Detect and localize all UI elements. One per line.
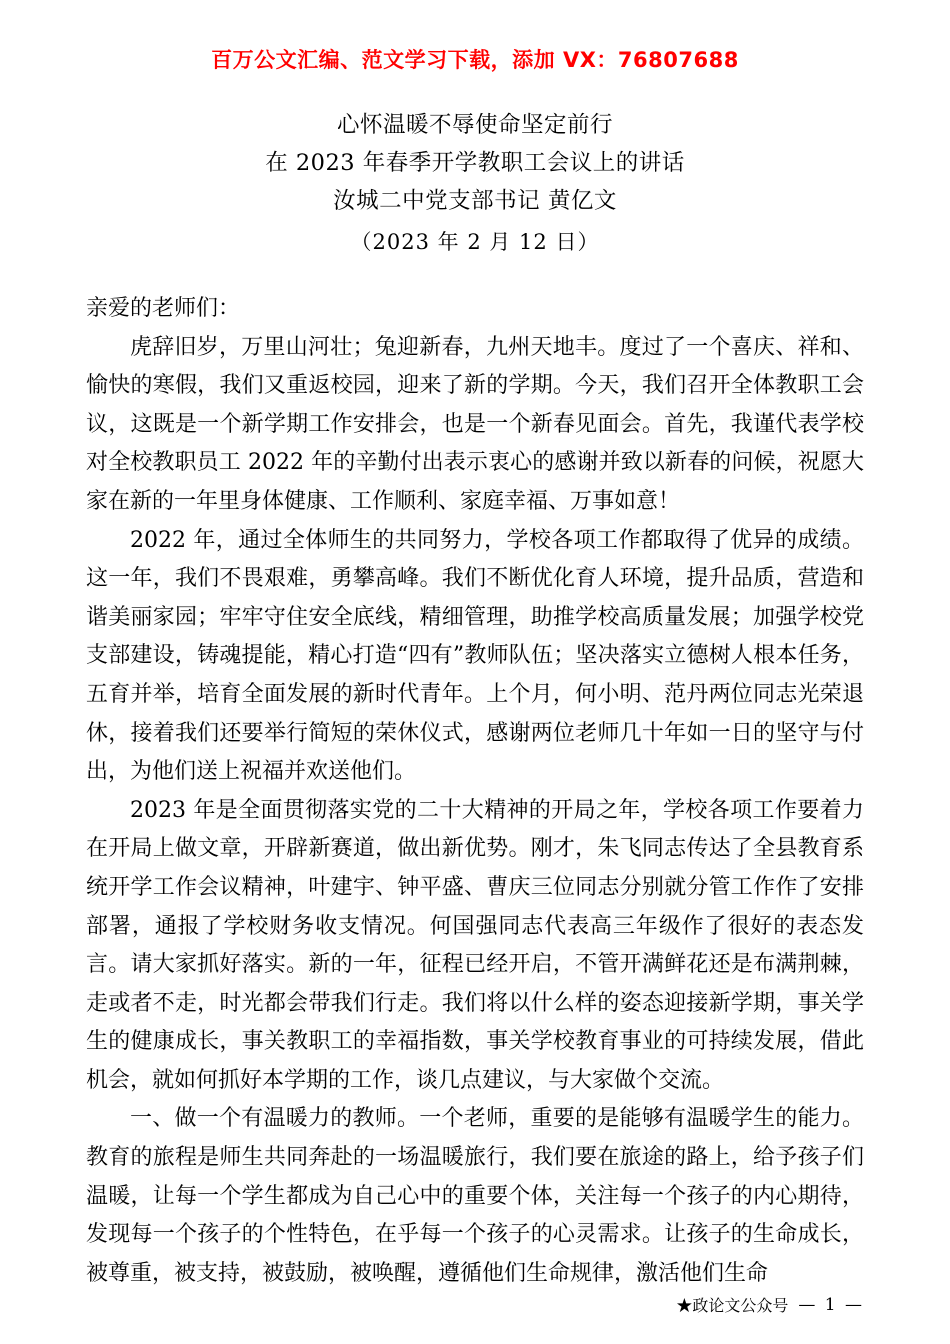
paragraph: 2023 年是全面贯彻落实党的二十大精神的开局之年，学校各项工作要着力在开局上做文章，开辟新赛道，做出新优势。刚才，朱飞同志传达了全县教育系统开学工作会议精神，叶建宇、钟平盛、曹庆三位同志分别就分管工作作了安排部署，通报了学校财务收支情况。何国强同志代表高三年级作了很好的表态发言。请大家抓好落实。新的一年，征程已经开启，不管开满鲜花还是布满荆棘，走或者不走，时光都会带我们行走。我们将以什么样的姿态迎接新学期，事关学生的健康成长，事关教职工的幸福指数，事关学校教育事业的可持续发展，借此机会，就如何抓好本学期的工作，谈几点建议，与大家做个交流。	[86, 797, 864, 1093]
watermark-banner: 百万公文汇编、范文学习下载，添加 VX：76807688	[211, 48, 739, 72]
document-body	[86, 290, 864, 1293]
page-footer	[676, 1293, 864, 1316]
page-number: — 1 —	[798, 1294, 864, 1315]
salutation: 亲爱的老师们：	[86, 296, 241, 321]
title-date: （2023 年 2 月 12 日）	[350, 230, 600, 254]
paragraph: 虎辞旧岁，万里山河壮；兔迎新春，九州天地丰。度过了一个喜庆、祥和、愉快的寒假，我们又重返校园，迎来了新的学期。今天，我们召开全体教职工会议，这既是一个新学期工作安排会，也是一个新春见面会。首先，我谨代表学校对全校教职员工 2022 年的辛勤付出表示衷心的感谢并致以新春的问候，祝愿大家在新的一年里身体健康、工作顺利、家庭幸福、万事如意！	[86, 334, 864, 514]
title-line-1: 心怀温暖不辱使命坚定前行	[336, 112, 613, 138]
paragraph: 2022 年，通过全体师生的共同努力，学校各项工作都取得了优异的成绩。这一年，我们不畏艰难，勇攀高峰。我们不断优化育人环境，提升品质，营造和谐美丽家园；牢牢守住安全底线，精细管理，助推学校高质量发展；加强学校党支部建设，铸魂提能，精心打造“四有”教师队伍；坚决落实立德树人根本任务，五育并举，培育全面发展的新时代青年。上个月，何小明、范丹两位同志光荣退休，接着我们还要举行简短的荣休仪式，感谢两位老师几十年如一日的坚守与付出，为他们送上祝福并欢送他们。	[86, 527, 864, 785]
document-title-block	[86, 106, 864, 264]
footer-watermark-label: ★政论文公众号	[676, 1296, 789, 1315]
paragraph: 一、做一个有温暖力的教师。一个老师，重要的是能够有温暖学生的能力。教育的旅程是师生共同奔赴的一场温暖旅行，我们要在旅途的路上，给予孩子们温暖，让每一个学生都成为自己心中的重要个体，关注每一个孩子的内心期待，发现每一个孩子的个性特色，在乎每一个孩子的心灵需求。让孩子的生命成长，被尊重，被支持，被鼓励，被唤醒，遵循他们生命规律，激活他们生命	[86, 1106, 864, 1286]
title-line-2: 在 2023 年春季开学教职工会议上的讲话	[265, 150, 685, 176]
title-line-3: 汝城二中党支部书记 黄亿文	[333, 188, 617, 214]
